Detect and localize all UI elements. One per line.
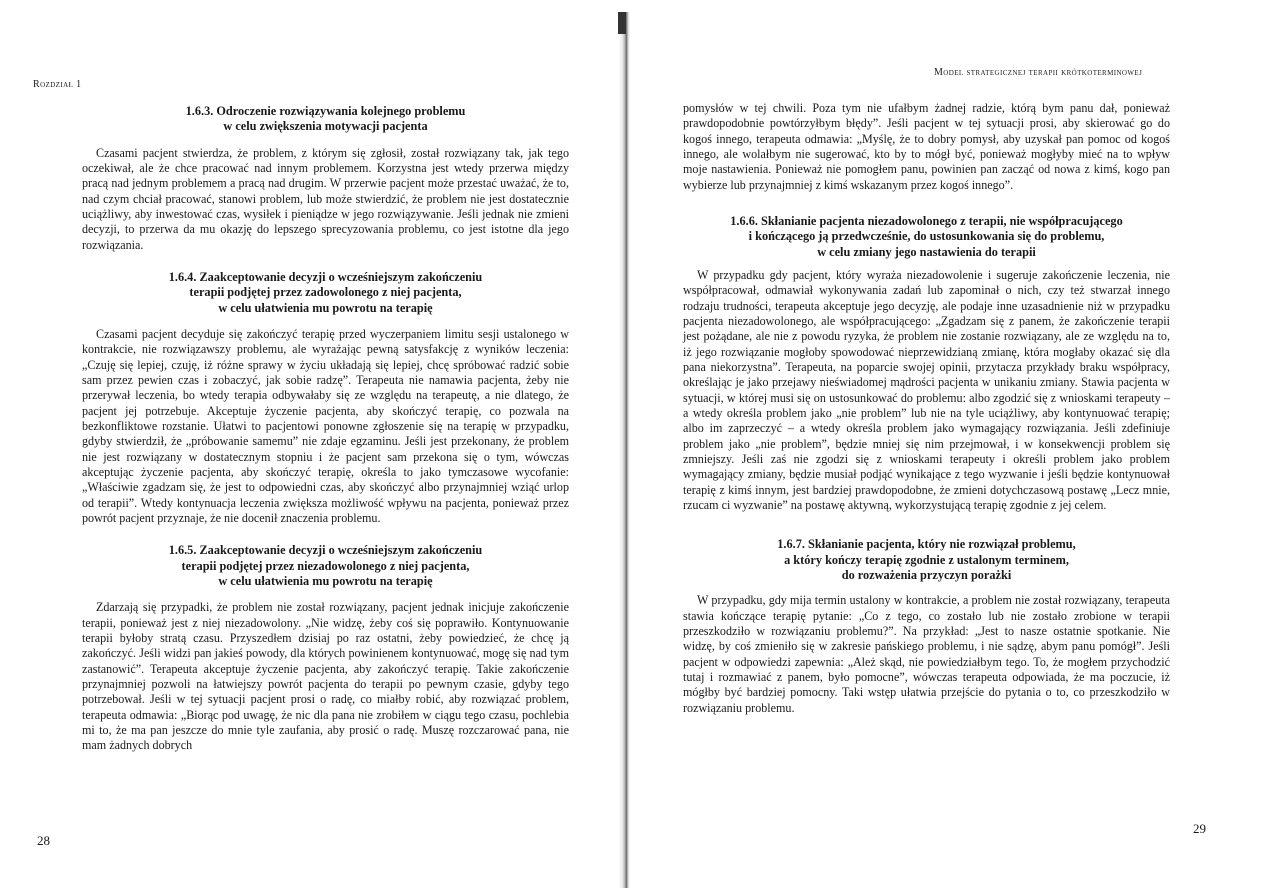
- heading-line: w celu zwiększenia motywacji pacjenta: [223, 119, 428, 134]
- heading-line: 1.6.3. Odroczenie rozwiązywania kolejnego problemu: [185, 104, 466, 118]
- heading-line: 1.6.7. Skłanianie pacjenta, który nie rozwiązał problemu,: [777, 537, 1076, 552]
- heading-line: 1.6.6. Skłanianie pacjenta niezadowolonego z terapii, nie współpracującego: [730, 214, 1123, 229]
- left-page-number: 28: [37, 833, 50, 848]
- heading-line: a który kończy terapię zgodnie z ustalonym terminem,: [784, 552, 1069, 567]
- paragraph: W przypadku, gdy mija termin ustalony w kontrakcie, a problem nie został rozwiązany, terapeuta stawia kończące terapię pytanie: „Co z tego, co zostało lub nie zostało zrobione w terapii przeszkodziło w rozwiązaniu problemu?”. Na przykład: „Jest to nasze ostatnie spotkanie. Nie widzę, by coś zmieniło się w zakresie pańskiego problemu, i nie sądzę, abym panu pomógł”. Jeśli pacjent w odpowiedzi zapewnia: „Ależ skąd, nie powiedziałbym tego. To, że mogłem przychodzić tutaj i rozmawiać z panem, było pomocne”, wówczas terapeuta odpowiada, że ma poczucie, iż mógłby być bardziej pomocny. Taki wstęp ułatwia przejście do pytania o to, co przeszkodziło w rozwiązaniu problemu.: [683, 593, 1170, 715]
- binding-mark: [618, 12, 626, 34]
- right-running-head: Model strategicznej terapii krótkoterminowej: [934, 67, 1143, 78]
- heading-line: 1.6.5. Zaakceptowanie decyzji o wcześniejszym zakończeniu: [168, 543, 483, 558]
- left-running-head: Rozdział 1: [33, 79, 82, 90]
- section-heading-1-6-7: [683, 537, 1170, 583]
- book-gutter: [618, 12, 630, 888]
- heading-line: w celu ułatwienia mu powrotu na terapię: [218, 573, 433, 588]
- heading-line: terapii podjętej przez niezadowolonego z niej pacjenta,: [181, 558, 470, 573]
- heading-line: terapii podjętej przez zadowolonego z niej pacjenta,: [189, 285, 462, 300]
- heading-line: w celu ułatwienia mu powrotu na terapię: [218, 300, 433, 315]
- paragraph: Czasami pacjent decyduje się zakończyć terapię przed wyczerpaniem limitu sesji ustalonego w kontrakcie, nie rozwiązawszy problemu, ale wyrażając pewną satysfakcję z wyników leczenia: „Czuję się lepiej, czuję, iż różne sprawy w życiu układają się lepiej, chcę spróbować radzić sobie sam przez pewien czas i zobaczyć, jak sobie radzę”. Terapeuta nie namawia pacjenta, żeby nie przerywał leczenia, bo wtedy terapia odbywałaby się ze względu na terapeutę, a nie dlatego, że pacjent jej potrzebuje. Akceptuje życzenie pacjenta, aby skończyć terapię, co pozwala na bezkonfliktowe rozstanie. Ułatwi to pacjentowi ponowne zgłoszenie się na terapię w przypadku, gdyby stwierdził, że „próbowanie samemu” nie zdaje egzaminu. Jeśli jest przekonany, że problem nie jest rozwiązany w dostatecznym stopniu i że pacjent sam przekona się o tym, wówczas akceptując życzenie pacjenta, aby skończyć terapię, określa to jako tymczasowe wycofanie: „Właściwie zgadzam się, że jest to odpowiedni czas, aby skończyć albo przynajmniej wziąć urlop od terapii”. Wtedy kontynuacja leczenia zwiększa możliwość wpływu na pacjenta, ponieważ przez powrót pacjent przyznaje, że nie docenił znaczenia problemu.: [82, 326, 569, 526]
- section-heading-1-6-3: [82, 104, 569, 135]
- right-page-number: 29: [1193, 821, 1206, 836]
- heading-line: i kończącego ją przedwcześnie, do ustosunkowania się do problemu,: [748, 229, 1105, 244]
- paragraph: Czasami pacjent stwierdza, że problem, z którym się zgłosił, został rozwiązany tak, jak tego oczekiwał, ale że chce pracować nad innym problemem. Korzystna jest wtedy przerwa między pracą nad jednym problemem a pracą nad drugim. W przerwie pacjent może przestać uważać, że to, nad czym chciał pracować, stanowi problem, lub może stwierdzić, że problem nie jest dostatecznie uciążliwy, aby inwestować czas, wysiłek i pieniądze w jego rozwiązywanie. Jeśli jednak nie zmieni decyzji, to przerwa da mu okazję do lepszego sprecyzowania problemu, co jest istotne dla jego rozwiązania.: [82, 145, 569, 252]
- left-page-column: [82, 104, 569, 754]
- heading-line: w celu zmiany jego nastawienia do terapii: [817, 244, 1036, 259]
- heading-line: 1.6.4. Zaakceptowanie decyzji o wcześniejszym zakończeniu: [168, 270, 483, 284]
- heading-line: do rozważenia przyczyn porażki: [841, 568, 1012, 583]
- right-page-column: [683, 101, 1170, 716]
- section-heading-1-6-6: [683, 214, 1170, 260]
- section-heading-1-6-4: [82, 270, 569, 316]
- section-heading-1-6-5: [82, 543, 569, 589]
- paragraph: pomysłów w tej chwili. Poza tym nie ufałbym żadnej radzie, którą bym panu dał, ponieważ prawdopodobnie powtórzyłbym błędy”. Jeśli pacjent w tej sytuacji prosi, aby skierować go do kogoś innego, terapeuta odmawia: „Myślę, że to dobry pomysł, aby uzyskał pan pomoc od kogoś innego, ale wolałbym nie sugerować, kto by to mógł być, ponieważ mogłyby mieć na to wpływ moje nastawienia. Ponieważ nie pomogłem panu, powinien pan zacząć od nowa z kimś, kogo pan wybierze lub przynajmniej z kimś wskazanym przez kogoś innego”.: [683, 101, 1170, 192]
- paragraph: W przypadku gdy pacjent, który wyraża niezadowolenie i sugeruje zakończenie leczenia, nie współpracował, odmawiał wykonywania zadań lub zapominał o nich, czy też stwarzał innego rodzaju trudności, terapeuta akceptuje jego decyzję, ale podaje inne uzasadnienie niż w przypadku pacjenta niezadowolonego, ale współpracującego: „Zgadzam się z panem, że zakończenie terapii jest pożądane, ale nie z powodu ryzyka, że problem nie zostanie rozwiązany, ale ze względu na to, iż jego rozwiązanie mogłoby spowodować nieprzewidzianą zmianę, która mogłaby okazać się dla pana niekorzystna”. Terapeuta, na poparcie swojej opinii, przytacza przykłady braku współpracy, określając je jako przejawy nieświadomej mądrości pacjenta w unikaniu zmiany. Stawia pacjenta w sytuacji, w której musi się on ustosunkować do problemu: albo zgodzić się z wnioskami terapeuty – a wtedy określa problem jako „nie problem” lub nie na tyle uciążliwy, aby kontynuować terapię; albo im zaprzeczyć – a wtedy określa problem jako wymagający rozwiązania. Jeśli zdefiniuje problem jako „nie problem”, będzie mniej się nim przejmował, i w konsekwencji problem się zmniejszy. Jeśli zaś nie zgodzi się z wnioskami terapeuty i określi problem jako problem wymagający zmiany, będzie musiał podjąć wynikające z tego wyzwanie i jeśli będzie kontynuował terapię z kimś innym, jest bardziej prawdopodobne, że zmieni dotychczasową postawę „Lecz mnie, rzucam ci wyzwanie” na postawę aktywną, wykorzystującą terapię zgodnie z jej celem.: [683, 267, 1170, 513]
- paragraph: Zdarzają się przypadki, że problem nie został rozwiązany, pacjent jednak inicjuje zakończenie terapii, ponieważ jest z niej niezadowolony. „Nie widzę, żeby coś się poprawiło. Kontynuowanie terapii byłoby stratą czasu. Przyszedłem dzisiaj po raz ostatni, żeby powiedzieć, że chcę ją zakończyć. Jeśli widzi pan jakieś powody, dla których powinienem kontynuować, mogę się nad tym zastanowić”. Terapeuta akceptuje życzenie pacjenta, aby zakończyć terapię. Takie zakończenie przynajmniej pozwoli na łatwiejszy powrót pacjenta do terapii po pewnym czasie, gdyby tego potrzebował. Jeśli w tej sytuacji pacjent prosi o radę, co miałby robić, aby rozwiązać problem, terapeuta odmawia: „Biorąc pod uwagę, że nic dla pana nie zrobiłem w ciągu tego czasu, pochlebia mi to, że ma pan jeszcze do mnie tyle zaufania, aby prosić o radę. Muszę rozczarować pana, nie mam żadnych dobrych: [82, 600, 569, 753]
